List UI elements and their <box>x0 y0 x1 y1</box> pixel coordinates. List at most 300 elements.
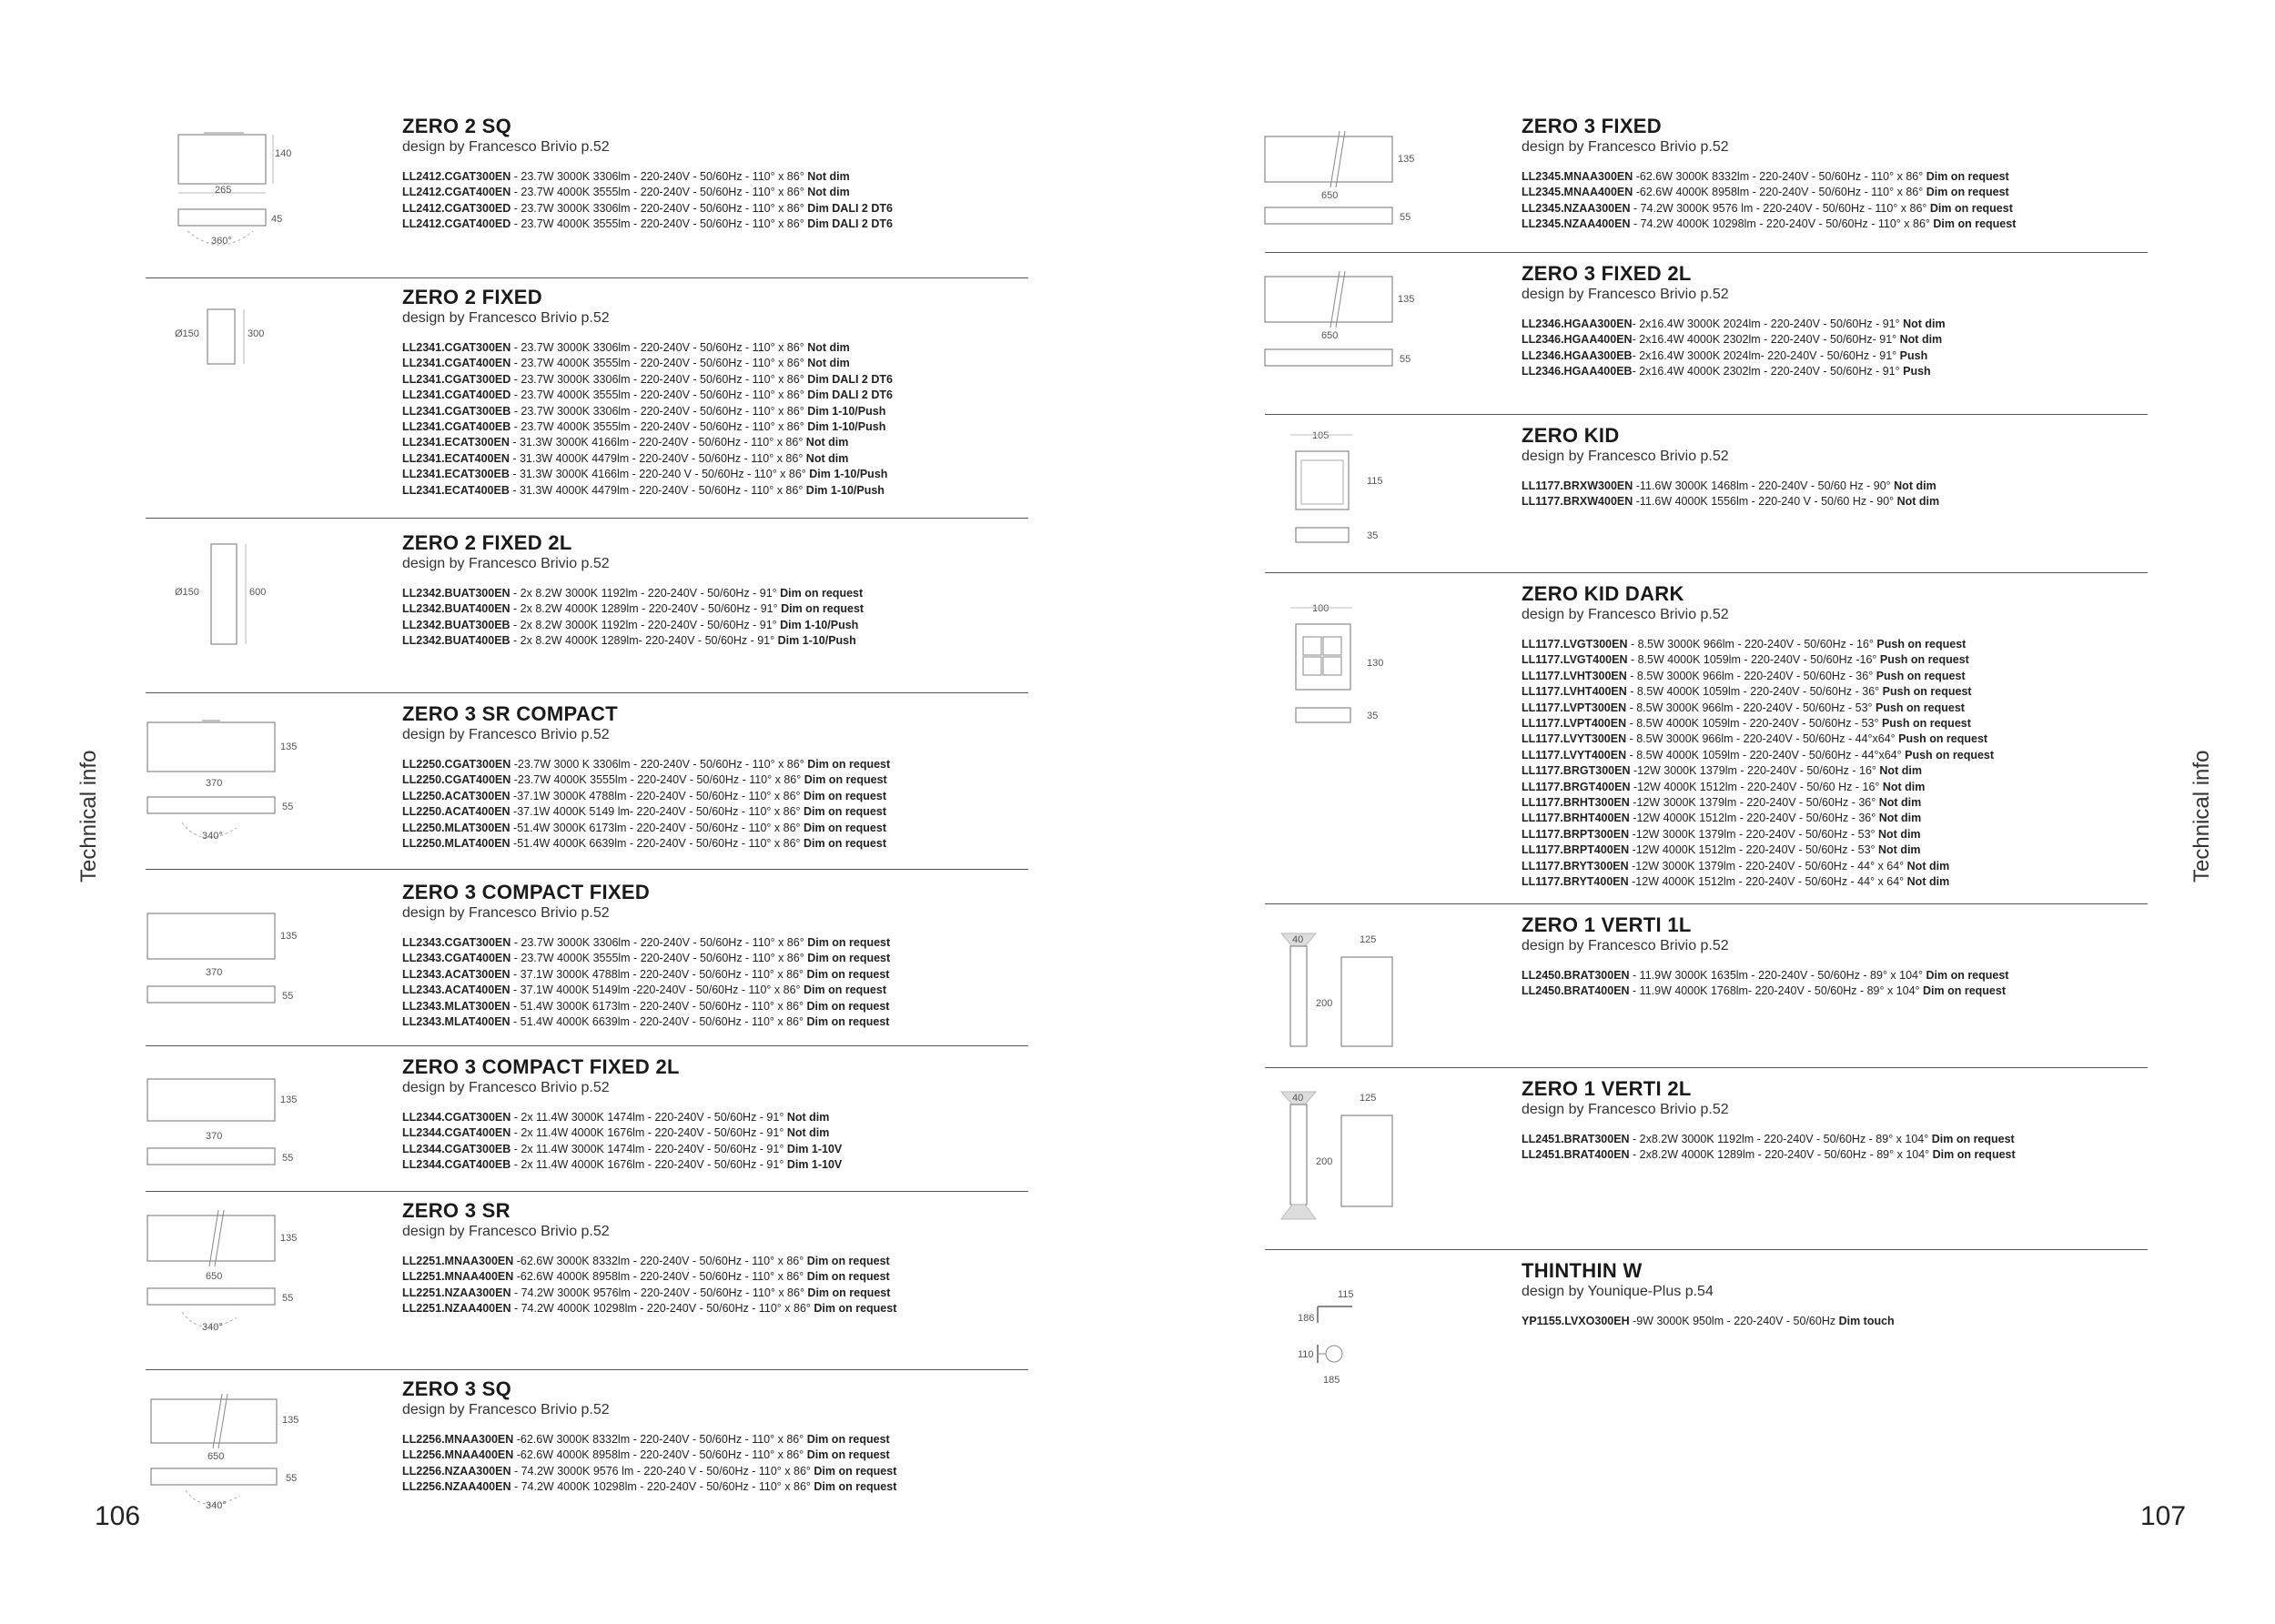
spec-details: - 74.2W 3000K 9576 lm - 220-240 V - 50/60Hz - 110° x 86° <box>511 1464 814 1478</box>
spec-details: -12W 3000K 1379lm - 220-240V - 50/60Hz - 44° x 64° <box>1628 859 1907 873</box>
dimming-type: Dim on request <box>1926 186 2009 199</box>
product-code: LL1177.LVHT400EN <box>1522 685 1627 699</box>
product-code: LL2341.CGAT300EN <box>402 341 511 354</box>
dimming-type: Dim on request <box>806 1270 890 1284</box>
product-designer: design by Francesco Brivio p.52 <box>1522 449 1729 464</box>
spec-details: - 23.7W 3000K 3306lm - 220-240V - 50/60Hz - 110° x 86° <box>511 170 808 183</box>
spec-line <box>402 404 1030 419</box>
spec-list <box>402 169 1030 233</box>
dimming-type: Not dim <box>786 1126 830 1140</box>
product-code: LL2341.ECAT300EN <box>402 436 510 449</box>
spec-line <box>402 983 1030 998</box>
spec-details: - 2x8.2W 4000K 1289lm - 220-240V - 50/60Hz - 89° x 104° <box>1629 1148 1933 1162</box>
dim-label: 135 <box>280 931 298 942</box>
spec-line <box>1522 874 2149 890</box>
spec-line <box>402 772 1030 788</box>
spec-details: - 8.5W 4000K 1059lm - 220-240V - 50/60Hz - 36° <box>1626 685 1883 699</box>
spec-line <box>402 451 1030 467</box>
spec-details: - 23.7W 3000K 3306lm - 220-240V - 50/60Hz - 110° x 86° <box>511 341 808 354</box>
page-number-right: 107 <box>2140 1501 2187 1531</box>
dimming-type: Dim on request <box>806 1448 890 1462</box>
product-designer: design by Younique-Plus p.54 <box>1522 1284 1714 1299</box>
spec-details: - 8.5W 3000K 966lm - 220-240V - 50/60Hz - 44°x64° <box>1626 732 1899 746</box>
spec-details: - 2x 8.2W 3000K 1192lm - 220-240V - 50/60Hz - 91° <box>510 618 781 631</box>
spec-details: - 2x16.4W 4000K 2302lm - 220-240V - 50/60Hz- 91° <box>1632 333 1900 347</box>
dim-label: Ø150 <box>175 328 199 339</box>
spec-details: - 74.2W 4000K 10298lm - 220-240V - 50/60Hz - 110° x 86° <box>511 1480 814 1494</box>
dim-label: 35 <box>1367 711 1379 721</box>
product-zero-3-sr-compact <box>146 693 1028 870</box>
product-drawing <box>146 1192 364 1369</box>
dim-label: 40 <box>1292 1093 1304 1104</box>
product-drawing <box>1265 109 1483 252</box>
spec-line <box>1522 859 2149 874</box>
product-title: ZERO 3 SR COMPACT <box>402 702 618 725</box>
dim-label: 650 <box>206 1271 223 1282</box>
dimming-type: Not dim <box>1879 764 1922 778</box>
dimming-type: Not dim <box>1882 780 1926 793</box>
product-code: LL2250.CGAT400EN <box>402 773 511 787</box>
spec-line <box>402 1464 1030 1479</box>
product-title: ZERO KID DARK <box>1522 582 1684 605</box>
spec-line <box>1522 669 2149 684</box>
spec-line <box>1522 780 2149 795</box>
spec-details: -51.4W 4000K 6639lm - 220-240V - 50/60Hz - 110° x 86° <box>510 837 804 851</box>
product-designer: design by Francesco Brivio p.52 <box>402 1224 610 1239</box>
product-code: LL2251.NZAA300EN <box>402 1286 511 1299</box>
product-code: LL2412.CGAT400EN <box>402 186 511 199</box>
product-code: LL2341.CGAT300ED <box>402 372 511 386</box>
product-title: ZERO 3 SR <box>402 1199 511 1222</box>
product-title: THINTHIN W <box>1522 1259 1643 1282</box>
spec-line <box>402 217 1030 232</box>
dimming-type: Not dim <box>1903 318 1946 330</box>
product-title: ZERO 3 FIXED <box>1522 115 1662 137</box>
product-zero-2-fixed <box>146 278 1028 519</box>
dimming-type: Dim on request <box>814 1464 897 1478</box>
spec-line <box>402 757 1030 772</box>
dimming-type: Not dim <box>786 1111 830 1124</box>
spec-line <box>1522 968 2149 983</box>
spec-line <box>402 419 1030 435</box>
product-drawing <box>146 278 364 518</box>
spec-details: - 51.4W 4000K 6639lm - 220-240V - 50/60Hz - 110° x 86° <box>510 1015 807 1029</box>
product-zero-3-compact-fixed-2l <box>146 1046 1028 1192</box>
product-code: LL2345.MNAA300EN <box>1522 170 1633 183</box>
spec-line <box>402 935 1030 951</box>
spec-line <box>1522 763 2149 779</box>
dim-label: 105 <box>1312 430 1330 441</box>
spec-details: - 74.2W 3000K 9576 lm - 220-240V - 50/60Hz - 110° x 86° <box>1630 201 1930 215</box>
spec-details: - 23.7W 3000K 3306lm - 220-240V - 50/60Hz - 110° x 86° <box>511 404 808 418</box>
spec-list <box>1522 637 2149 891</box>
spec-details: - 23.7W 4000K 3555lm - 220-240V - 50/60Hz - 110° x 86° <box>511 186 808 199</box>
product-code: LL2344.CGAT300EN <box>402 1111 511 1124</box>
spec-details: -23.7W 3000 K 3306lm - 220-240V - 50/60Hz - 110° x 86° <box>511 758 808 771</box>
spec-details: -11.6W 4000K 1556lm - 220-240 V - 50/60 Hz - 90° <box>1633 495 1897 509</box>
spec-details: -12W 3000K 1379lm - 220-240V - 50/60Hz - 53° <box>1629 827 1879 841</box>
product-zero-2-sq <box>146 109 1028 278</box>
spec-line <box>402 999 1030 1014</box>
spec-details: - 8.5W 3000K 966lm - 220-240V - 50/60Hz - 53° <box>1626 701 1876 714</box>
spec-details: - 23.7W 4000K 3555lm - 220-240V - 50/60Hz - 110° x 86° <box>511 388 808 402</box>
product-designer: design by Francesco Brivio p.52 <box>402 310 610 326</box>
dimming-type: Dim 1-10V <box>786 1142 843 1155</box>
product-code: LL2412.CGAT400ED <box>402 217 511 231</box>
spec-details: - 37.1W 3000K 4788lm - 220-240V - 50/60Hz - 110° x 86° <box>510 967 807 981</box>
product-code: LL2341.ECAT400EN <box>402 451 510 465</box>
dimming-type: Push <box>1903 365 1931 378</box>
dim-label: 130 <box>1367 658 1384 669</box>
spec-line <box>1522 795 2149 811</box>
spec-line <box>1522 1147 2149 1163</box>
spec-details: - 2x 8.2W 3000K 1192lm - 220-240V - 50/60Hz - 91° <box>510 587 781 600</box>
spec-details: - 23.7W 3000K 3306lm - 220-240V - 50/60Hz - 110° x 86° <box>511 372 808 386</box>
product-code: LL2342.BUAT400EN <box>402 602 511 616</box>
dimming-type: Not dim <box>807 341 850 354</box>
product-code: LL2343.ACAT300EN <box>402 967 511 981</box>
spec-details: -62.6W 4000K 8958lm - 220-240V - 50/60Hz - 110° x 86° <box>513 1270 807 1284</box>
spec-details: - 31.3W 3000K 4166lm - 220-240V - 50/60Hz - 110° x 86° <box>509 436 806 449</box>
product-code: LL1177.BRHT400EN <box>1522 812 1630 825</box>
dimming-type: Push on request <box>1881 717 1971 731</box>
spec-line <box>402 804 1030 820</box>
spec-line <box>402 340 1030 356</box>
dimming-type: Push on request <box>1882 685 1972 699</box>
spec-details: - 11.9W 3000K 1635lm - 220-240V - 50/60Hz - 89° x 104° <box>1629 969 1926 982</box>
spec-details: - 74.2W 4000K 10298lm - 220-240V - 50/60Hz - 110° x 86° <box>1630 217 1934 231</box>
spec-line <box>402 1125 1030 1141</box>
spec-line <box>402 618 1030 633</box>
spec-line <box>402 1479 1030 1495</box>
product-code: LL2343.MLAT400EN <box>402 1015 511 1029</box>
product-title: ZERO 3 COMPACT FIXED <box>402 881 651 903</box>
dimming-type: Not dim <box>1896 495 1940 509</box>
product-code: LL2256.MNAA400EN <box>402 1448 514 1462</box>
product-drawing <box>1265 573 1483 903</box>
dimming-type: Dim 1-10/Push <box>780 618 859 631</box>
product-code: LL2450.BRAT300EN <box>1522 969 1630 982</box>
dim-label: 55 <box>1400 354 1411 365</box>
spec-details: - 2x 8.2W 4000K 1289lm - 220-240V - 50/60Hz - 91° <box>510 602 782 616</box>
product-code: LL1177.BRPT300EN <box>1522 827 1630 841</box>
spec-details: - 8.5W 3000K 966lm - 220-240V - 50/60Hz - 36° <box>1626 669 1876 682</box>
dimming-type: Dim on request <box>1923 984 2007 998</box>
dim-label: 370 <box>206 778 223 789</box>
spec-line <box>1522 332 2149 348</box>
product-drawing <box>146 1370 364 1534</box>
product-code: LL2343.CGAT400EN <box>402 952 511 965</box>
spec-line <box>1522 494 2149 509</box>
product-code: LL2341.ECAT300EB <box>402 468 510 481</box>
page-number-left: 106 <box>95 1501 141 1531</box>
spec-details: -12W 4000K 1512lm - 220-240V - 50/60 Hz - 16° <box>1630 780 1883 793</box>
dimming-type: Dim on request <box>804 821 887 834</box>
spec-line <box>402 951 1030 966</box>
spec-line <box>402 821 1030 836</box>
dim-label: 265 <box>215 185 232 196</box>
spec-details: - 2x16.4W 3000K 2024lm- 220-240V - 50/60Hz - 91° <box>1632 348 1900 362</box>
product-title: ZERO 2 SQ <box>402 115 512 137</box>
dim-label: 135 <box>280 1233 298 1244</box>
spec-details: -12W 4000K 1512lm - 220-240V - 50/60Hz - 44° x 64° <box>1628 875 1907 889</box>
dim-label: 135 <box>1398 294 1415 305</box>
product-zero-kid-dark <box>1265 573 2148 904</box>
spec-line <box>402 201 1030 217</box>
dimming-type: Dim on request <box>1929 201 2013 215</box>
product-title: ZERO KID <box>1522 424 1620 447</box>
dimming-type: Not dim <box>1906 859 1950 873</box>
dimming-type: Dim on request <box>814 1302 897 1316</box>
dim-label: 55 <box>282 1293 294 1304</box>
dimming-type: Not dim <box>807 186 850 199</box>
spec-line <box>402 1301 1030 1316</box>
dimming-type: Dim on request <box>804 983 887 997</box>
spec-details: - 2x16.4W 4000K 2302lm - 220-240V - 50/60Hz - 91° <box>1632 365 1904 378</box>
product-zero-3-compact-fixed <box>146 870 1028 1046</box>
product-code: LL2412.CGAT300ED <box>402 201 511 215</box>
product-code: LL1177.BRYT300EN <box>1522 859 1629 873</box>
product-zero-kid <box>1265 415 2148 573</box>
product-designer: design by Francesco Brivio p.52 <box>1522 938 1729 953</box>
spec-list <box>402 757 1030 852</box>
dim-label: 200 <box>1316 998 1333 1009</box>
spec-line <box>1522 684 2149 700</box>
spec-line <box>402 388 1030 403</box>
product-code: LL2341.CGAT400EN <box>402 357 511 370</box>
product-code: YP1155.LVXO300EH <box>1522 1315 1630 1327</box>
spec-details: -12W 3000K 1379lm - 220-240V - 50/60Hz - 16° <box>1630 764 1880 778</box>
spec-line <box>402 1286 1030 1301</box>
spec-line <box>402 435 1030 450</box>
spec-details: - 51.4W 3000K 6173lm - 220-240V - 50/60Hz - 110° x 86° <box>510 999 807 1013</box>
spec-line <box>402 1110 1030 1125</box>
dimming-type: Dim touch <box>1838 1315 1895 1327</box>
dimming-type: Dim on request <box>804 789 887 802</box>
product-code: LL2345.MNAA400EN <box>1522 186 1633 199</box>
dimming-type: Dim on request <box>804 805 887 819</box>
dim-label: Ø150 <box>175 587 199 598</box>
product-code: LL2256.MNAA300EN <box>402 1433 514 1446</box>
product-zero-1-verti-2l <box>1265 1068 2148 1250</box>
spec-details: -12W 4000K 1512lm - 220-240V - 50/60Hz - 53° <box>1629 843 1879 857</box>
product-drawing <box>1265 253 1483 414</box>
spec-line <box>1522 479 2149 494</box>
dimming-type: Push on request <box>1898 732 1988 746</box>
spec-list <box>1522 479 2149 510</box>
spec-line <box>402 467 1030 482</box>
dimming-type: Dim on request <box>807 936 891 949</box>
spec-line <box>402 1447 1030 1463</box>
dimming-type: Dim on request <box>807 952 891 965</box>
product-code: LL1177.LVYT400EN <box>1522 748 1627 762</box>
dim-label: 370 <box>206 967 223 978</box>
spec-details: - 23.7W 4000K 3555lm - 220-240V - 50/60Hz - 110° x 86° <box>511 217 808 231</box>
dim-label: 135 <box>280 1094 298 1105</box>
spec-line <box>1522 169 2149 185</box>
spec-line <box>402 1269 1030 1285</box>
product-zero-3-sr <box>146 1192 1028 1370</box>
spec-line <box>402 372 1030 388</box>
dim-label: 35 <box>1367 530 1379 541</box>
dimming-type: Push on request <box>1876 701 1965 714</box>
dimming-type: Dim on request <box>807 758 891 771</box>
product-code: LL2250.MLAT300EN <box>402 821 511 834</box>
product-code: LL2343.CGAT300EN <box>402 936 511 949</box>
dim-label: 650 <box>1321 190 1339 201</box>
product-code: LL2342.BUAT300EN <box>402 587 511 600</box>
product-code: LL1177.LVPT400EN <box>1522 717 1627 731</box>
product-code: LL2344.CGAT400EN <box>402 1126 511 1140</box>
spec-details: - 23.7W 3000K 3306lm - 220-240V - 50/60Hz - 110° x 86° <box>511 201 808 215</box>
dimming-type: Push on request <box>1905 748 1995 762</box>
product-code: LL1177.LVHT300EN <box>1522 669 1627 682</box>
product-code: LL2251.MNAA300EN <box>402 1255 514 1267</box>
spec-details: -62.6W 3000K 8332lm - 220-240V - 50/60Hz - 110° x 86° <box>513 1433 807 1446</box>
product-drawing <box>1265 415 1483 572</box>
spec-line <box>402 1254 1030 1269</box>
spec-details: - 23.7W 4000K 3555lm - 220-240V - 50/60Hz - 110° x 86° <box>511 952 808 965</box>
product-code: LL2346.HGAA300EN <box>1522 318 1633 330</box>
spec-details: - 2x16.4W 3000K 2024lm - 220-240V - 50/60Hz - 91° <box>1632 318 1904 330</box>
spec-details: - 8.5W 4000K 1059lm - 220-240V - 50/60Hz - 53° <box>1626 717 1882 731</box>
spec-list <box>402 1254 1030 1317</box>
spec-details: -62.6W 3000K 8332lm - 220-240V - 50/60Hz - 110° x 86° <box>1633 170 1926 183</box>
dimming-type: Not dim <box>807 357 850 370</box>
product-zero-3-fixed-2l <box>1265 253 2148 415</box>
spec-details: - 74.2W 4000K 10298lm - 220-240V - 50/60Hz - 110° x 86° <box>511 1302 814 1316</box>
product-code: LL2256.NZAA300EN <box>402 1464 511 1478</box>
dim-label: 135 <box>282 1415 299 1426</box>
product-title: ZERO 3 FIXED 2L <box>1522 262 1692 285</box>
dimming-type: Dim on request <box>804 837 887 851</box>
dim-label: 55 <box>282 1153 294 1164</box>
dim-label: 200 <box>1316 1156 1333 1167</box>
spec-details: - 2x8.2W 3000K 1192lm - 220-240V - 50/60Hz - 89° x 104° <box>1629 1133 1932 1145</box>
dimming-type: Dim on request <box>806 1433 890 1446</box>
dim-label: 600 <box>249 587 267 598</box>
dim-label: 300 <box>248 328 265 339</box>
product-drawing <box>146 519 364 692</box>
dim-label: 40 <box>1292 934 1304 945</box>
dimming-type: Not dim <box>1906 875 1950 889</box>
dim-label: 115 <box>1338 1289 1354 1300</box>
spec-list <box>402 935 1030 1030</box>
dimming-type: Not dim <box>805 436 849 449</box>
dimming-type: Dim 1-10/Push <box>777 634 856 648</box>
dimming-type: Dim on request <box>814 1480 897 1494</box>
product-code: LL2346.HGAA400EN <box>1522 333 1633 347</box>
spec-details: - 37.1W 4000K 5149lm -220-240V - 50/60Hz - 110° x 86° <box>510 983 804 997</box>
dimming-type: Dim on request <box>806 1015 890 1029</box>
dim-label: 115 <box>1367 476 1383 487</box>
dimming-type: Dim on request <box>1933 217 2017 231</box>
spec-details: -62.6W 3000K 8332lm - 220-240V - 50/60Hz - 110° x 86° <box>513 1255 807 1267</box>
spec-line <box>1522 637 2149 652</box>
spec-list <box>1522 169 2149 233</box>
dimming-type: Dim on request <box>806 967 890 981</box>
side-label-technical-info-right: Technical info <box>2189 750 2214 883</box>
dim-label: 135 <box>1398 154 1415 165</box>
spec-line <box>402 1142 1030 1157</box>
product-code: LL1177.BRGT400EN <box>1522 780 1631 793</box>
spec-line <box>402 169 1030 185</box>
product-code: LL2251.MNAA400EN <box>402 1270 514 1284</box>
dim-label: 186 <box>1298 1313 1315 1324</box>
product-code: LL2341.CGAT300EB <box>402 404 511 418</box>
dimming-type: Dim 1-10V <box>786 1158 843 1172</box>
product-code: LL1177.LVGT300EN <box>1522 638 1628 651</box>
product-designer: design by Francesco Brivio p.52 <box>1522 1102 1729 1117</box>
product-designer: design by Francesco Brivio p.52 <box>402 139 610 155</box>
product-designer: design by Francesco Brivio p.52 <box>1522 607 1729 622</box>
spec-line <box>1522 1314 2149 1329</box>
spec-line <box>1522 811 2149 826</box>
spec-details: - 11.9W 4000K 1768lm- 220-240V - 50/60Hz - 89° x 104° <box>1629 984 1924 998</box>
spec-line <box>1522 201 2149 217</box>
spec-line <box>402 601 1030 617</box>
dimming-type: Not dim <box>1878 812 1922 825</box>
dimming-type: Dim on request <box>806 999 890 1013</box>
dimming-type: Dim 1-10/Push <box>807 420 886 434</box>
spec-details: - 23.7W 4000K 3555lm - 220-240V - 50/60Hz - 110° x 86° <box>511 420 808 434</box>
spec-line <box>402 1157 1030 1173</box>
product-zero-3-fixed <box>1265 109 2148 253</box>
product-drawing <box>146 693 364 869</box>
product-code: LL1177.BRGT300EN <box>1522 764 1631 778</box>
spec-details: - 8.5W 3000K 966lm - 220-240V - 50/60Hz - 16° <box>1627 638 1877 651</box>
spec-list <box>402 340 1030 499</box>
dim-label: 55 <box>286 1473 298 1484</box>
dimming-type: Dim on request <box>806 1255 890 1267</box>
spec-details: -12W 4000K 1512lm - 220-240V - 50/60Hz - 36° <box>1629 812 1879 825</box>
dimming-type: Dim on request <box>780 587 864 600</box>
spec-line <box>1522 217 2149 232</box>
spec-details: - 2x 11.4W 3000K 1474lm - 220-240V - 50/60Hz - 91° <box>511 1142 787 1155</box>
spec-details: -51.4W 3000K 6173lm - 220-240V - 50/60Hz - 110° x 86° <box>510 821 804 834</box>
spec-details: - 2x 11.4W 4000K 1676lm - 220-240V - 50/60Hz - 91° <box>511 1158 787 1172</box>
spec-details: -11.6W 3000K 1468lm - 220-240V - 50/60 Hz - 90° <box>1633 479 1895 492</box>
product-code: LL2344.CGAT300EB <box>402 1142 511 1155</box>
product-code: LL1177.LVGT400EN <box>1522 653 1628 667</box>
dim-label: 340° <box>202 831 223 842</box>
spec-line <box>1522 364 2149 379</box>
product-code: LL2345.NZAA400EN <box>1522 217 1631 231</box>
dimming-type: Dim on request <box>807 1286 891 1299</box>
dim-label: 45 <box>271 214 283 225</box>
dimming-type: Not dim <box>1878 827 1921 841</box>
spec-line <box>402 483 1030 499</box>
spec-details: - 2x 8.2W 4000K 1289lm- 220-240V - 50/60Hz - 91° <box>510 634 778 648</box>
dimming-type: Dim on request <box>1926 969 2009 982</box>
product-designer: design by Francesco Brivio p.52 <box>402 727 610 742</box>
product-designer: design by Francesco Brivio p.52 <box>402 905 610 921</box>
spec-details: - 23.7W 3000K 3306lm - 220-240V - 50/60Hz - 110° x 86° <box>511 936 808 949</box>
product-designer: design by Francesco Brivio p.52 <box>1522 287 1729 302</box>
spec-list <box>402 586 1030 650</box>
dimming-type: Dim DALI 2 DT6 <box>807 388 893 402</box>
spec-line <box>402 789 1030 804</box>
dimming-type: Not dim <box>807 170 850 183</box>
product-code: LL2256.NZAA400EN <box>402 1480 511 1494</box>
dimming-type: Push on request <box>1876 638 1967 651</box>
dim-label: 650 <box>207 1451 225 1462</box>
spec-line <box>402 633 1030 649</box>
dimming-type: Not dim <box>1878 843 1921 857</box>
dimming-type: Dim 1-10/Push <box>809 468 888 481</box>
dimming-type: Dim on request <box>1926 170 2009 183</box>
dimming-type: Not dim <box>805 451 849 465</box>
